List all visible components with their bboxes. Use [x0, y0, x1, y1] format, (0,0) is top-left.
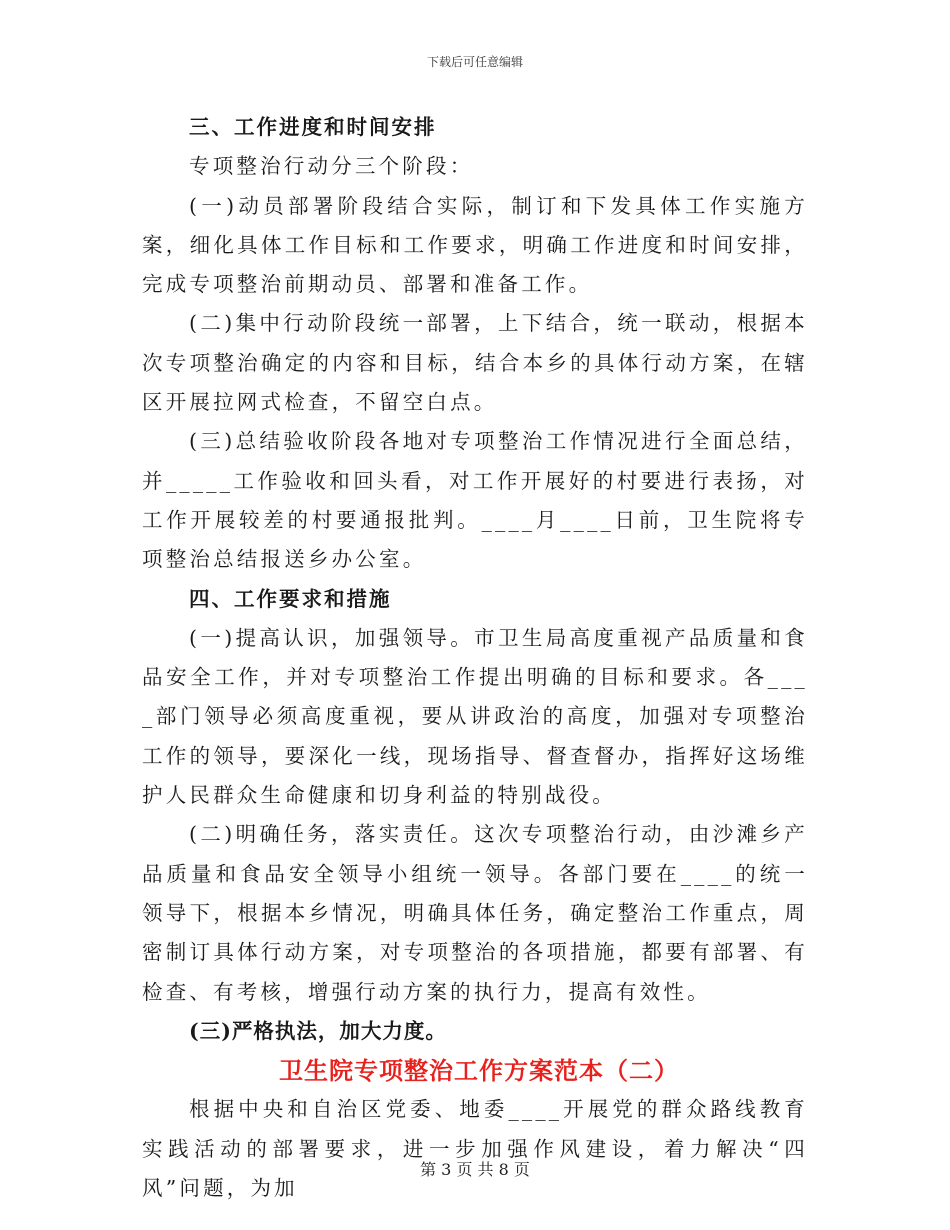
document-2-paragraph-1: 根据中央和自治区党委、地委____开展党的群众路线教育实践活动的部署要求，进一步加强作风建设，着力解决“四风”问题，为加 — [142, 1097, 808, 1201]
page-footer: 第 3 页 共 8 页 — [420, 1160, 530, 1179]
document-2-title: 卫生院专项整治工作方案范本（二） — [279, 1056, 679, 1086]
section-4-paragraph-1: (一)提高认识，加强领导。市卫生局高度重视产品质量和食品安全工作，并对专项整治工作提出明确的目标和要求。各____部门领导必须高度重视，要从讲政治的高度，加强对专项整治工作的领导，要深化一线，现场指导、督查督办，指挥好这场维护人民群众生命健康和切身利益的特别战役。 — [142, 625, 808, 808]
section-3-paragraph-3: (三)总结验收阶段各地对专项整治工作情况进行全面总结，并_____工作验收和回头看，对工作开展好的村要进行表扬，对工作开展较差的村要通报批判。____月____日前，卫生院将专项整治总结报送乡办公室。 — [142, 429, 808, 572]
section-3-heading: 三、工作进度和时间安排 — [189, 115, 437, 139]
section-3-intro: 专项整治行动分三个阶段： — [189, 154, 474, 179]
section-4-paragraph-2: (二)明确任务，落实责任。这次专项整治行动，由沙滩乡产品质量和食品安全领导小组统一领导。各部门要在____的统一领导下，根据本乡情况，明确具体任务，确定整治工作重点，周密制订具体行动方案，对专项整治的各项措施，都要有部署、有检查、有考核，增强行动方案的执行力，提高有效性。 — [142, 822, 808, 1004]
section-3-paragraph-2: (二)集中行动阶段统一部署，上下结合，统一联动，根据本次专项整治确定的内容和目标，结合本乡的具体行动方案，在辖区开展拉网式检查，不留空白点。 — [142, 311, 808, 415]
section-3-paragraph-1: (一)动员部署阶段结合实际，制订和下发具体工作实施方案，细化具体工作目标和工作要求，明确工作进度和时间安排，完成专项整治前期动员、部署和准备工作。 — [142, 193, 808, 297]
section-4-paragraph-3: (三)严格执法，加大力度。 — [189, 1018, 447, 1043]
section-4-heading: 四、工作要求和措施 — [189, 586, 392, 611]
page-header: 下载后可任意编辑 — [426, 55, 523, 69]
document-body — [142, 108, 808, 1208]
